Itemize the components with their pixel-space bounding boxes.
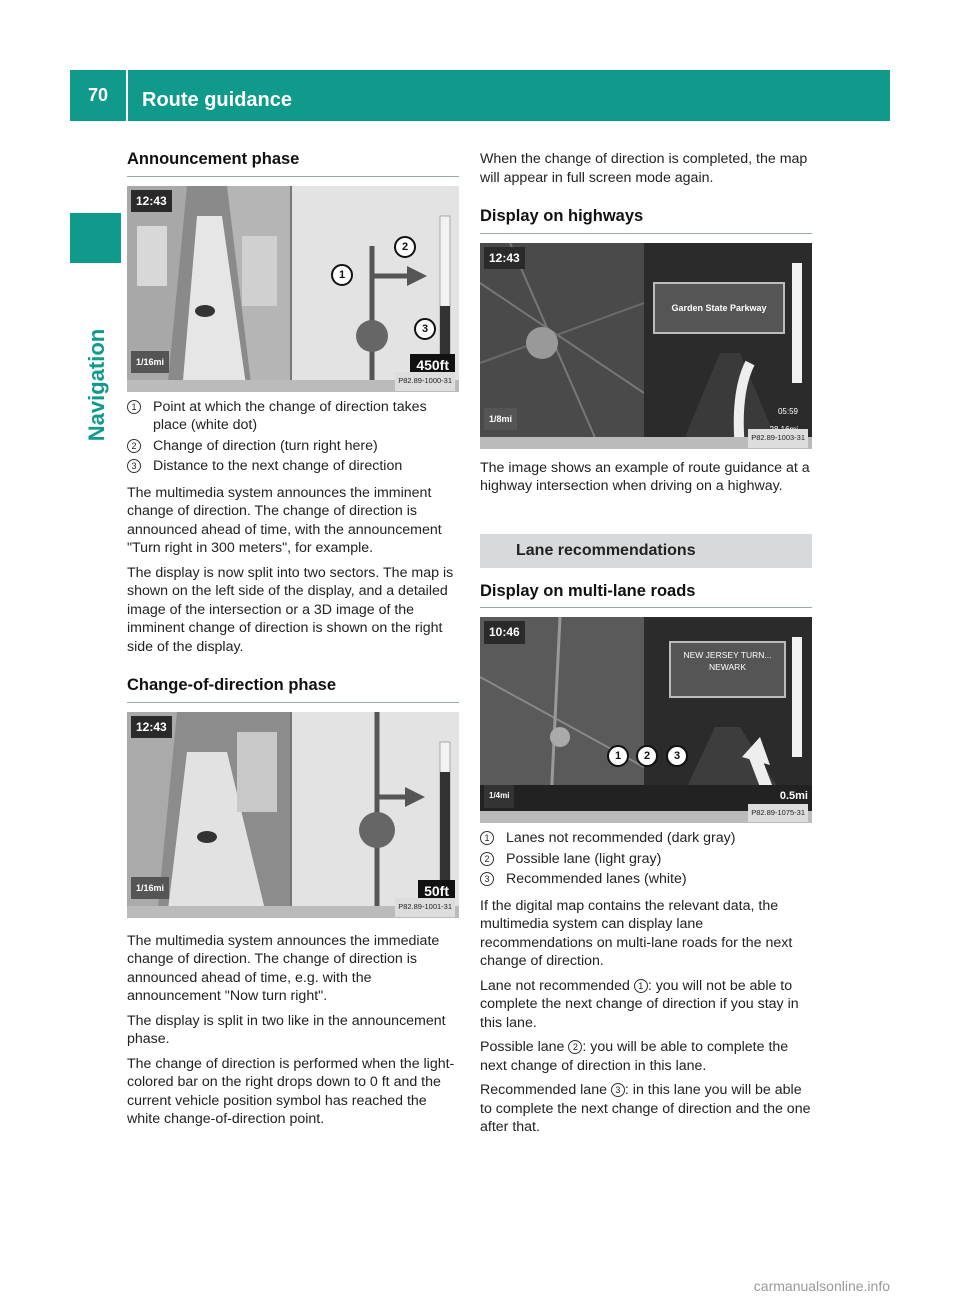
clock-readout: 12:43 [484, 247, 525, 270]
heading-display-on-multi-lane-roads: Display on multi-lane roads [480, 582, 812, 609]
paragraph: If the digital map contains the relevant data, the multimedia system can display lane recommendations on multi-lane roads for the next change of direction. [480, 897, 793, 969]
map-scale: 1/4mi [484, 785, 514, 808]
heading-display-on-highways: Display on highways [480, 207, 812, 234]
page-header [70, 70, 890, 121]
lane-screen-illustration [480, 617, 812, 823]
page-number: 70 [87, 85, 109, 105]
callout-1: 1 [607, 745, 629, 767]
heading-change-of-direction-phase: Change-of-direction phase [127, 676, 459, 703]
announcement-legend [127, 398, 459, 476]
callout-2: 2 [394, 236, 416, 258]
heading-announcement-phase: Announcement phase [127, 150, 459, 177]
figure-announcement [127, 186, 459, 392]
figure-multi-lane [480, 617, 812, 823]
distance-readout: 450ft [410, 354, 455, 377]
clock-readout: 12:43 [131, 716, 172, 739]
sidebar-tab [70, 213, 121, 263]
legend-item: 2 Possible lane (light gray) [480, 850, 812, 869]
left-column [127, 150, 459, 1135]
paragraph: Lane not recommended 1 : you will not be able to complete the next change of direction if you stay in this lane. [480, 977, 799, 1031]
map-scale: 1/16mi [131, 351, 169, 374]
legend-item: 1 Point at which the change of direction takes place (white dot) [127, 398, 459, 435]
change-screen-illustration [127, 712, 459, 918]
callout-1: 1 [331, 264, 353, 286]
section-title: Route guidance [142, 89, 293, 111]
eta-readout: 05:59 [777, 406, 798, 416]
clock-readout: 12:43 [131, 190, 172, 213]
map-scale: 1/16mi [131, 877, 169, 900]
paragraph: The display is now split into two sectors. The map is shown on the left side of the display, and a detailed image of the intersection or a 3D image of the imminent change of direction is shown on the right side of the display. [127, 564, 454, 655]
figure-code: P82.89-1001-31 [395, 898, 455, 917]
paragraph: When the change of direction is completed, the map will appear in full screen mode again. [480, 151, 808, 186]
header-divider [126, 70, 128, 121]
watermark: carmanualsonline.info [753, 1278, 890, 1294]
highway-sign: Garden State Parkway [671, 302, 767, 313]
figure-code: P82.89-1003-31 [748, 429, 808, 448]
legend-item: 1 Lanes not recommended (dark gray) [480, 829, 812, 848]
lane-sign: NEW JERSEY TURN... NEWARK [683, 650, 772, 672]
right-column [480, 150, 812, 1143]
paragraph: The change of direction is performed when the light-colored bar on the right drops down to 0 ft and the current vehicle position symbol has reached the white change-of-direction point. [127, 1055, 455, 1127]
callout-2: 2 [636, 745, 658, 767]
paragraph: Possible lane 2 : you will be able to complete the next change of direction in this lane. [480, 1039, 789, 1074]
figure-code: P82.89-1000-31 [395, 372, 455, 391]
distance-readout: 50ft [418, 880, 455, 903]
clock-readout: 10:46 [484, 621, 525, 644]
paragraph: The image shows an example of route guidance at a highway intersection when driving on a highway. [480, 459, 810, 494]
callout-3: 3 [414, 318, 436, 340]
lane-legend [480, 829, 812, 889]
legend-item: 3 Distance to the next change of direction [127, 457, 459, 476]
paragraph: Recommended lane 3 : in this lane you will be able to complete the next change of direction and the one after that. [480, 1082, 811, 1135]
figure-code: P82.89-1075-31 [748, 804, 808, 823]
paragraph: The display is split in two like in the announcement phase. [127, 1012, 446, 1047]
paragraph: The multimedia system announces the imminent change of direction. The change of direction is announced ahead of time, with the announcement "Turn right in 300 meters", for example. [127, 484, 442, 556]
legend-item: 3 Recommended lanes (white) [480, 870, 812, 889]
paragraph: The multimedia system announces the immediate change of direction. The change of direction is announced ahead of time, e.g. with the announcement "Now turn right". [127, 932, 440, 1004]
map-scale: 1/8mi [484, 408, 517, 431]
highway-screen-illustration [480, 243, 812, 449]
callout-3: 3 [666, 745, 688, 767]
legend-item: 2 Change of direction (turn right here) [127, 437, 459, 456]
announcement-screen-illustration [127, 186, 459, 392]
figure-highways [480, 243, 812, 449]
figure-change-of-direction [127, 712, 459, 918]
distance-readout: 0.5mi [779, 790, 808, 802]
section-banner: Lane recommendations [480, 534, 812, 568]
sidebar-label: Navigation [84, 328, 109, 442]
